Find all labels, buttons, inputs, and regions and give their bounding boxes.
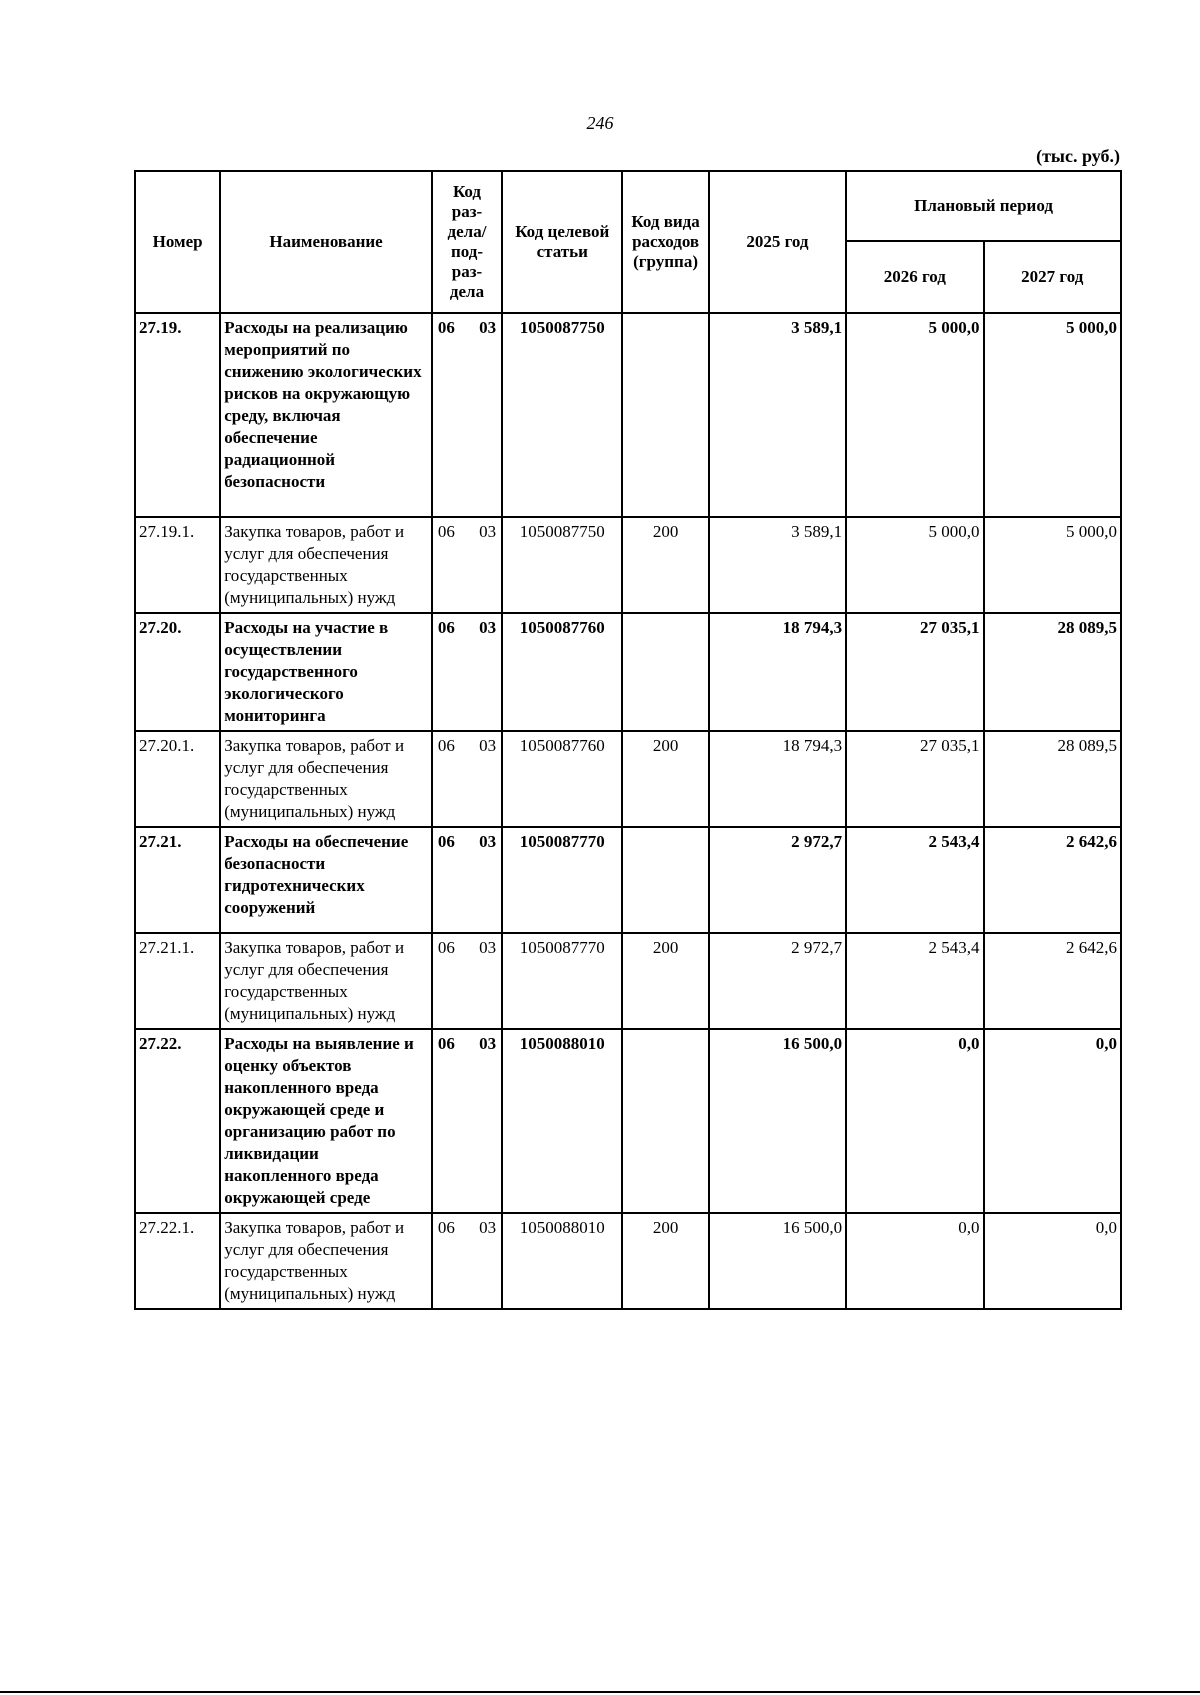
row-number: 27.22.1. xyxy=(135,1213,220,1309)
row-number: 27.19.1. xyxy=(135,517,220,613)
subsection-code: 03 xyxy=(479,1034,497,1053)
row-2027-value: 2 642,6 xyxy=(984,827,1121,933)
header-2026: 2026 год xyxy=(846,241,983,313)
row-target-code: 1050088010 xyxy=(502,1029,622,1213)
row-expense-type: 200 xyxy=(622,731,708,827)
row-2025-value: 2 972,7 xyxy=(709,827,846,933)
row-name: Расходы на обеспечение безопасности гидротехнических сооружений xyxy=(220,827,432,933)
section-code: 06 xyxy=(437,1218,455,1237)
row-name: Расходы на участие в осуществлении государственного экологического мониторинга xyxy=(220,613,432,731)
row-2026-value: 2 543,4 xyxy=(846,933,983,1029)
row-2026-value: 27 035,1 xyxy=(846,613,983,731)
row-2025-value: 3 589,1 xyxy=(709,313,846,517)
section-code: 06 xyxy=(437,318,455,337)
section-code: 06 xyxy=(437,522,455,541)
row-expense-type: 200 xyxy=(622,933,708,1029)
row-section-code xyxy=(432,613,502,731)
header-planned-period: Плановый период xyxy=(846,171,1121,241)
budget-table xyxy=(134,170,1122,1310)
table-row xyxy=(135,313,1121,517)
section-code: 06 xyxy=(437,736,455,755)
header-number: Номер xyxy=(135,171,220,313)
row-expense-type: 200 xyxy=(622,1213,708,1309)
row-expense-type xyxy=(622,827,708,933)
table-row xyxy=(135,933,1121,1029)
subsection-code: 03 xyxy=(479,522,497,541)
row-section-code xyxy=(432,313,502,517)
row-number: 27.19. xyxy=(135,313,220,517)
row-name: Закупка товаров, работ и услуг для обеспечения государственных (муниципальных) нужд xyxy=(220,933,432,1029)
subsection-code: 03 xyxy=(479,938,497,957)
row-2025-value: 3 589,1 xyxy=(709,517,846,613)
section-code: 06 xyxy=(437,938,455,957)
row-section-code xyxy=(432,933,502,1029)
row-2025-value: 16 500,0 xyxy=(709,1029,846,1213)
subsection-code: 03 xyxy=(479,318,497,337)
row-expense-type xyxy=(622,1029,708,1213)
row-2025-value: 18 794,3 xyxy=(709,731,846,827)
table-row xyxy=(135,1213,1121,1309)
section-code: 06 xyxy=(437,618,455,637)
row-2026-value: 2 543,4 xyxy=(846,827,983,933)
header-expense-type: Код вида расходов (группа) xyxy=(622,171,708,313)
subsection-code: 03 xyxy=(479,736,497,755)
row-name: Закупка товаров, работ и услуг для обеспечения государственных (муниципальных) нужд xyxy=(220,517,432,613)
row-target-code: 1050087770 xyxy=(502,933,622,1029)
row-number: 27.21.1. xyxy=(135,933,220,1029)
row-name: Расходы на реализацию мероприятий по снижению экологических рисков на окружающую среду, включая обеспечение радиационной безопасности xyxy=(220,313,432,517)
table-body xyxy=(135,313,1121,1309)
header-2027: 2027 год xyxy=(984,241,1121,313)
header-name: Наименование xyxy=(220,171,432,313)
table-row xyxy=(135,613,1121,731)
header-section: Код раз-дела/ под-раз-дела xyxy=(432,171,502,313)
row-2026-value: 0,0 xyxy=(846,1213,983,1309)
row-2025-value: 18 794,3 xyxy=(709,613,846,731)
row-target-code: 1050087750 xyxy=(502,517,622,613)
table-row xyxy=(135,1029,1121,1213)
row-2027-value: 0,0 xyxy=(984,1213,1121,1309)
page-bottom-rule xyxy=(0,1691,1200,1693)
row-number: 27.20. xyxy=(135,613,220,731)
table-row xyxy=(135,517,1121,613)
table-row xyxy=(135,731,1121,827)
row-2027-value: 28 089,5 xyxy=(984,613,1121,731)
row-expense-type xyxy=(622,613,708,731)
row-section-code xyxy=(432,1029,502,1213)
row-2026-value: 5 000,0 xyxy=(846,313,983,517)
page-number: 246 xyxy=(586,113,614,133)
row-section-code xyxy=(432,517,502,613)
subsection-code: 03 xyxy=(479,618,497,637)
row-name: Закупка товаров, работ и услуг для обеспечения государственных (муниципальных) нужд xyxy=(220,1213,432,1309)
row-target-code: 1050087760 xyxy=(502,613,622,731)
units-label: (тыс. руб.) xyxy=(1036,146,1120,166)
row-name: Закупка товаров, работ и услуг для обеспечения государственных (муниципальных) нужд xyxy=(220,731,432,827)
row-section-code xyxy=(432,827,502,933)
row-target-code: 1050087760 xyxy=(502,731,622,827)
subsection-code: 03 xyxy=(479,832,497,851)
section-code: 06 xyxy=(437,832,455,851)
row-2026-value: 5 000,0 xyxy=(846,517,983,613)
row-2025-value: 16 500,0 xyxy=(709,1213,846,1309)
row-2027-value: 5 000,0 xyxy=(984,313,1121,517)
row-target-code: 1050087770 xyxy=(502,827,622,933)
row-number: 27.20.1. xyxy=(135,731,220,827)
section-code: 06 xyxy=(437,1034,455,1053)
row-2025-value: 2 972,7 xyxy=(709,933,846,1029)
row-2026-value: 0,0 xyxy=(846,1029,983,1213)
table-header xyxy=(135,171,1121,313)
row-number: 27.22. xyxy=(135,1029,220,1213)
row-expense-type: 200 xyxy=(622,517,708,613)
table-row xyxy=(135,827,1121,933)
row-2027-value: 0,0 xyxy=(984,1029,1121,1213)
row-number: 27.21. xyxy=(135,827,220,933)
row-section-code xyxy=(432,731,502,827)
row-expense-type xyxy=(622,313,708,517)
row-target-code: 1050088010 xyxy=(502,1213,622,1309)
row-2027-value: 28 089,5 xyxy=(984,731,1121,827)
row-target-code: 1050087750 xyxy=(502,313,622,517)
row-2027-value: 5 000,0 xyxy=(984,517,1121,613)
row-section-code xyxy=(432,1213,502,1309)
header-2025: 2025 год xyxy=(709,171,846,313)
header-target: Код целевой статьи xyxy=(502,171,622,313)
row-2026-value: 27 035,1 xyxy=(846,731,983,827)
row-2027-value: 2 642,6 xyxy=(984,933,1121,1029)
row-name: Расходы на выявление и оценку объектов накопленного вреда окружающей среде и организацию работ по ликвидации накопленного вреда окружающей среде xyxy=(220,1029,432,1213)
subsection-code: 03 xyxy=(479,1218,497,1237)
